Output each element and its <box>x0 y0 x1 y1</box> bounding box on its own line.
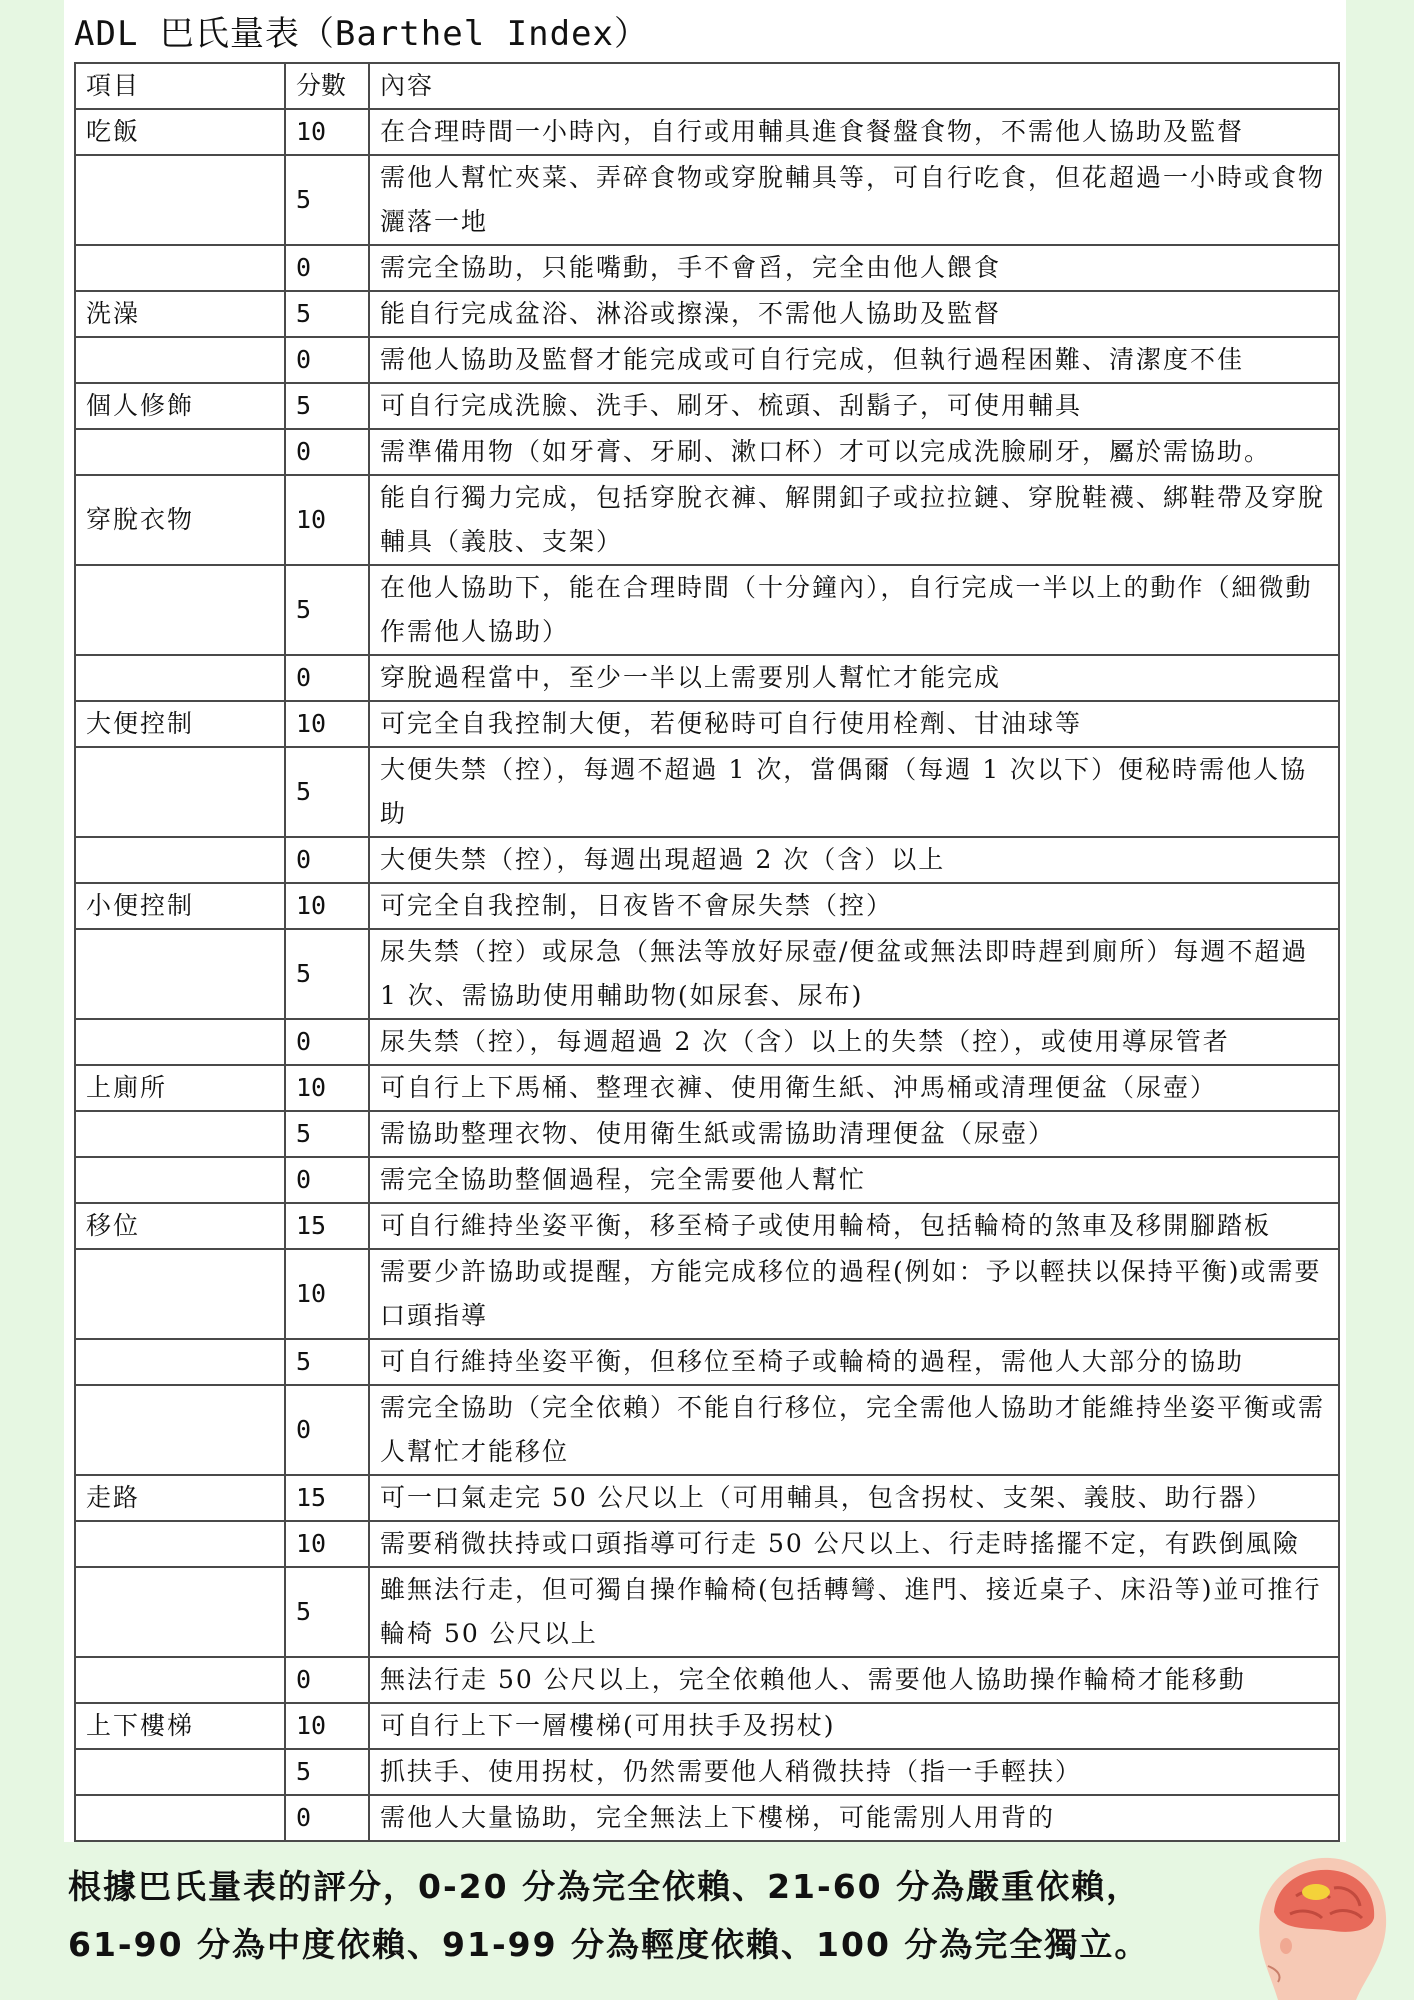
row-item: 上廁所 <box>75 1065 285 1111</box>
row-content: 可一口氣走完 50 公尺以上（可用輔具，包含拐杖、支架、義肢、助行器） <box>369 1475 1339 1521</box>
table-row <box>75 1019 1339 1065</box>
row-content: 需要少許協助或提醒，方能完成移位的過程(例如：予以輕扶以保持平衡)或需要口頭指導 <box>369 1249 1339 1339</box>
table-row <box>75 565 1339 655</box>
row-score: 10 <box>285 883 369 929</box>
row-score: 0 <box>285 1795 369 1841</box>
row-content: 大便失禁（控），每週出現超過 2 次（含）以上 <box>369 837 1339 883</box>
row-item: 穿脫衣物 <box>75 475 285 565</box>
row-score: 5 <box>285 1339 369 1385</box>
row-item: 上下樓梯 <box>75 1703 285 1749</box>
row-content: 需完全協助，只能嘴動，手不會舀，完全由他人餵食 <box>369 245 1339 291</box>
row-score: 0 <box>285 1657 369 1703</box>
table-row <box>75 655 1339 701</box>
table-row <box>75 747 1339 837</box>
table-row <box>75 337 1339 383</box>
table-row <box>75 429 1339 475</box>
row-item: 走路 <box>75 1475 285 1521</box>
table-row <box>75 701 1339 747</box>
row-score: 10 <box>285 109 369 155</box>
table-row <box>75 245 1339 291</box>
row-score: 0 <box>285 1157 369 1203</box>
row-score: 10 <box>285 1703 369 1749</box>
table-row <box>75 1111 1339 1157</box>
header-item: 項目 <box>75 63 285 109</box>
table-row <box>75 1475 1339 1521</box>
row-score: 5 <box>285 1749 369 1795</box>
row-item: 大便控制 <box>75 701 285 747</box>
row-score: 5 <box>285 929 369 1019</box>
brain-head-icon <box>1238 1848 1388 2000</box>
scoring-summary <box>68 1858 1149 1974</box>
row-score: 5 <box>285 1111 369 1157</box>
row-content: 在他人協助下，能在合理時間（十分鐘內），自行完成一半以上的動作（細微動作需他人協助） <box>369 565 1339 655</box>
row-score: 10 <box>285 475 369 565</box>
row-content: 可完全自我控制，日夜皆不會尿失禁（控） <box>369 883 1339 929</box>
table-row <box>75 1521 1339 1567</box>
table-header-row <box>75 63 1339 109</box>
table-row <box>75 883 1339 929</box>
table-row <box>75 1567 1339 1657</box>
row-score: 0 <box>285 429 369 475</box>
row-item <box>75 1385 285 1475</box>
row-item <box>75 245 285 291</box>
row-score: 0 <box>285 245 369 291</box>
row-score: 5 <box>285 565 369 655</box>
table-row <box>75 1795 1339 1841</box>
row-score: 0 <box>285 1019 369 1065</box>
table-row <box>75 109 1339 155</box>
row-content: 尿失禁（控）或尿急（無法等放好尿壺/便盆或無法即時趕到廁所）每週不超過 1 次、需協助使用輔助物(如尿套、尿布) <box>369 929 1339 1019</box>
row-content: 可自行上下一層樓梯(可用扶手及拐杖) <box>369 1703 1339 1749</box>
row-item: 移位 <box>75 1203 285 1249</box>
row-content: 需他人協助及監督才能完成或可自行完成，但執行過程困難、清潔度不佳 <box>369 337 1339 383</box>
table-row <box>75 475 1339 565</box>
row-content: 抓扶手、使用拐杖，仍然需要他人稍微扶持（指一手輕扶） <box>369 1749 1339 1795</box>
row-item <box>75 1657 285 1703</box>
table-row <box>75 1749 1339 1795</box>
row-content: 需完全協助整個過程，完全需要他人幫忙 <box>369 1157 1339 1203</box>
row-item: 個人修飾 <box>75 383 285 429</box>
row-item <box>75 1249 285 1339</box>
row-content: 在合理時間一小時內，自行或用輔具進食餐盤食物，不需他人協助及監督 <box>369 109 1339 155</box>
table-row <box>75 1703 1339 1749</box>
row-content: 可完全自我控制大便，若便秘時可自行使用栓劑、甘油球等 <box>369 701 1339 747</box>
table-row <box>75 291 1339 337</box>
row-item: 小便控制 <box>75 883 285 929</box>
row-content: 雖無法行走，但可獨自操作輪椅(包括轉彎、進門、接近桌子、床沿等)並可推行輪椅 50 公尺以上 <box>369 1567 1339 1657</box>
header-content: 內容 <box>369 63 1339 109</box>
row-content: 需要稍微扶持或口頭指導可行走 50 公尺以上、行走時搖擺不定，有跌倒風險 <box>369 1521 1339 1567</box>
table-row <box>75 929 1339 1019</box>
row-content: 需協助整理衣物、使用衛生紙或需協助清理便盆（尿壺） <box>369 1111 1339 1157</box>
row-item <box>75 1019 285 1065</box>
barthel-index-table <box>74 62 1340 1842</box>
table-row <box>75 1249 1339 1339</box>
document-sheet <box>64 0 1346 1842</box>
table-row <box>75 155 1339 245</box>
table-row <box>75 1339 1339 1385</box>
row-item <box>75 1339 285 1385</box>
header-score: 分數 <box>285 63 369 109</box>
row-content: 可自行維持坐姿平衡，但移位至椅子或輪椅的過程，需他人大部分的協助 <box>369 1339 1339 1385</box>
row-score: 15 <box>285 1475 369 1521</box>
table-row <box>75 1657 1339 1703</box>
scoring-summary-line: 61-90 分為中度依賴、91-99 分為輕度依賴、100 分為完全獨立。 <box>68 1925 1150 1964</box>
row-content: 尿失禁（控），每週超過 2 次（含）以上的失禁（控），或使用導尿管者 <box>369 1019 1339 1065</box>
row-item <box>75 155 285 245</box>
row-content: 無法行走 50 公尺以上，完全依賴他人、需要他人協助操作輪椅才能移動 <box>369 1657 1339 1703</box>
row-content: 可自行上下馬桶、整理衣褲、使用衛生紙、沖馬桶或清理便盆（尿壺） <box>369 1065 1339 1111</box>
row-score: 0 <box>285 337 369 383</box>
row-item <box>75 837 285 883</box>
table-row <box>75 837 1339 883</box>
row-content: 能自行獨力完成，包括穿脫衣褲、解開釦子或拉拉鏈、穿脫鞋襪、綁鞋帶及穿脫輔具（義肢、支架） <box>369 475 1339 565</box>
row-item <box>75 1795 285 1841</box>
row-score: 5 <box>285 155 369 245</box>
row-item <box>75 1749 285 1795</box>
row-item: 洗澡 <box>75 291 285 337</box>
row-content: 穿脫過程當中，至少一半以上需要別人幫忙才能完成 <box>369 655 1339 701</box>
row-score: 10 <box>285 1065 369 1111</box>
table-row <box>75 1065 1339 1111</box>
row-score: 10 <box>285 1521 369 1567</box>
row-item <box>75 1157 285 1203</box>
row-item <box>75 565 285 655</box>
row-content: 需準備用物（如牙膏、牙刷、漱口杯）才可以完成洗臉刷牙，屬於需協助。 <box>369 429 1339 475</box>
row-score: 10 <box>285 1249 369 1339</box>
row-item <box>75 929 285 1019</box>
row-item <box>75 1521 285 1567</box>
table-row <box>75 1203 1339 1249</box>
row-score: 10 <box>285 701 369 747</box>
row-content: 大便失禁（控），每週不超過 1 次，當偶爾（每週 1 次以下）便秘時需他人協助 <box>369 747 1339 837</box>
row-score: 5 <box>285 747 369 837</box>
row-content: 能自行完成盆浴、淋浴或擦澡，不需他人協助及監督 <box>369 291 1339 337</box>
scoring-summary-line: 根據巴氏量表的評分，0-20 分為完全依賴、21-60 分為嚴重依賴， <box>68 1867 1142 1906</box>
row-content: 需完全協助（完全依賴）不能自行移位，完全需他人協助才能維持坐姿平衡或需人幫忙才能移位 <box>369 1385 1339 1475</box>
row-score: 5 <box>285 291 369 337</box>
row-score: 0 <box>285 655 369 701</box>
row-item <box>75 747 285 837</box>
row-content: 需他人幫忙夾菜、弄碎食物或穿脫輔具等，可自行吃食，但花超過一小時或食物灑落一地 <box>369 155 1339 245</box>
row-item <box>75 1567 285 1657</box>
row-content: 可自行完成洗臉、洗手、刷牙、梳頭、刮鬍子，可使用輔具 <box>369 383 1339 429</box>
table-row <box>75 383 1339 429</box>
row-score: 0 <box>285 1385 369 1475</box>
row-score: 5 <box>285 1567 369 1657</box>
row-item <box>75 1111 285 1157</box>
row-score: 5 <box>285 383 369 429</box>
row-item <box>75 429 285 475</box>
row-item <box>75 655 285 701</box>
row-item: 吃飯 <box>75 109 285 155</box>
document-title: ADL 巴氏量表（Barthel Index） <box>74 14 649 54</box>
row-score: 0 <box>285 837 369 883</box>
row-score: 15 <box>285 1203 369 1249</box>
table-row <box>75 1385 1339 1475</box>
row-item <box>75 337 285 383</box>
row-content: 可自行維持坐姿平衡，移至椅子或使用輪椅，包括輪椅的煞車及移開腳踏板 <box>369 1203 1339 1249</box>
row-content: 需他人大量協助，完全無法上下樓梯，可能需別人用背的 <box>369 1795 1339 1841</box>
table-row <box>75 1157 1339 1203</box>
